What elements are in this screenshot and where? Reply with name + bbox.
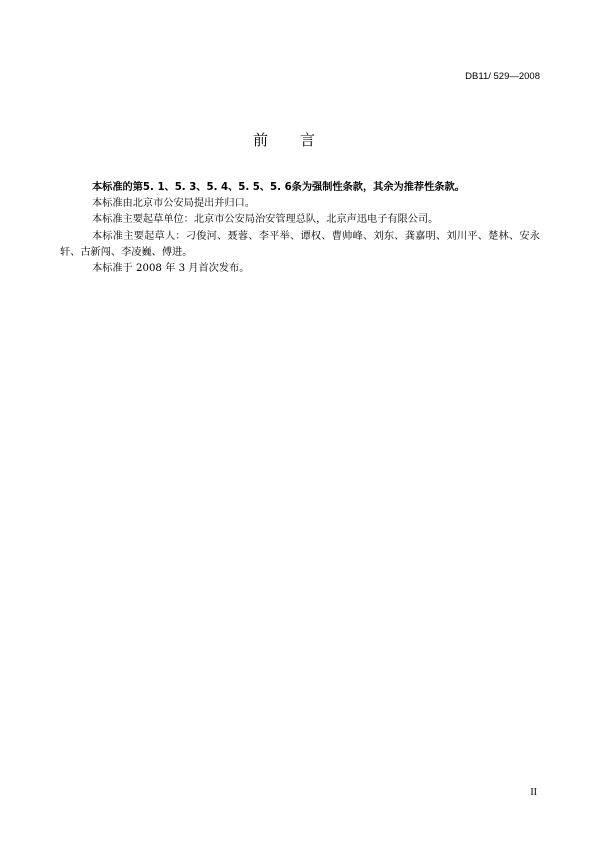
mandatory-clauses-paragraph: 本标准的第5. 1、5. 3、5. 4、5. 5、5. 6条为强制性条款，其余为推荐性条款。 <box>92 182 465 193</box>
standard-number: DB11/ 529—2008 <box>465 71 540 82</box>
release-date-paragraph: 本标准于 2008 年 3 月首次发布。 <box>92 263 250 275</box>
drafting-units-paragraph: 本标准主要起草单位：北京市公安局治安管理总队，北京声迅电子有限公司。 <box>92 214 439 226</box>
page-number: II <box>530 787 537 798</box>
page-title: 前言 <box>253 131 348 149</box>
drafters-line-2: 轩、古新闯、李凌巍、傅进。 <box>60 246 193 258</box>
drafters-paragraph <box>60 229 540 261</box>
proposer-paragraph: 本标准由北京市公安局提出并归口。 <box>92 198 255 210</box>
foreword-body <box>60 180 540 277</box>
drafters-line-1: 本标准主要起草人：刁俊河、聂蓉、李平举、谭权、曹帅峰、刘东、龚嘉明、刘川平、楚林、安永 <box>92 230 540 242</box>
